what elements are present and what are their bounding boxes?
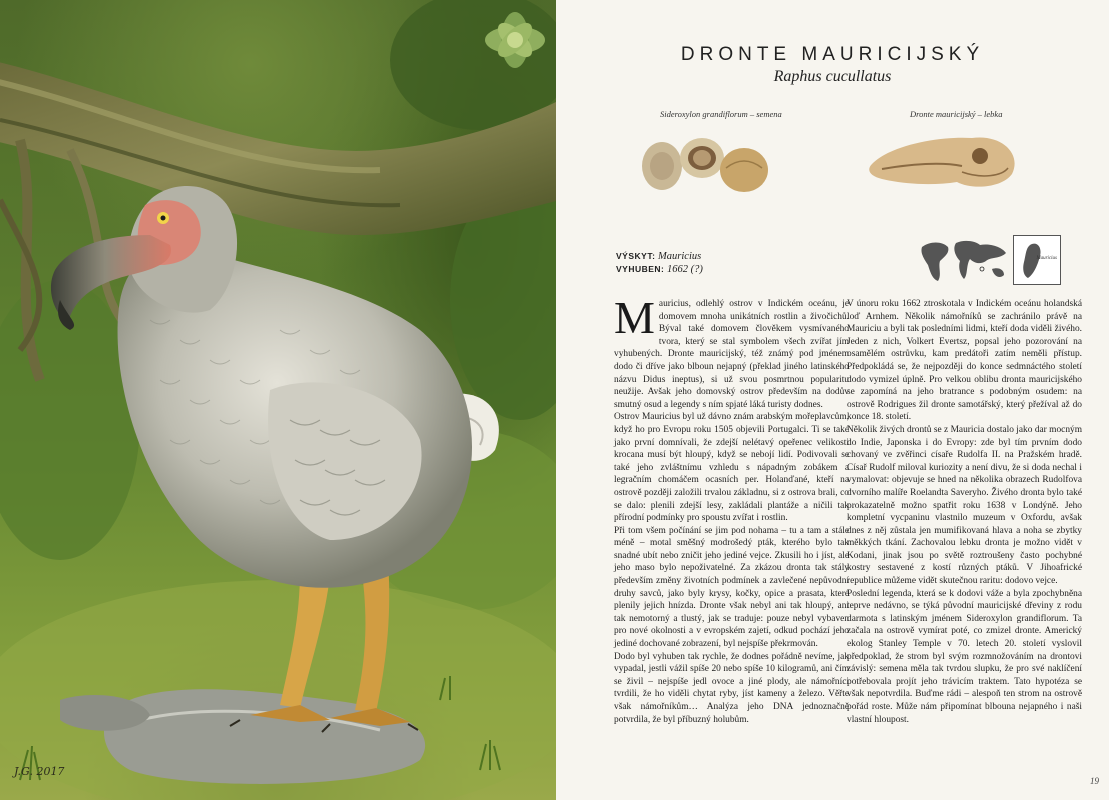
occurrence-value: Mauricius — [658, 251, 702, 262]
paragraph: Dodo byl vyhuben tak rychle, že dodnes pořádně nevíme, jak vypadal, jestli vážil spíše 20 nebo spíše 10 kilogramů, ani čím se živil – nejspíše jedl ovoce a jiné plody, ale námořníci tvrdili, že ho viděli chytat ryby, jíst kameny a železo. Věřte však námořníkům… Analýza jeho DNA jednoznačně potvrdila, že byl příbuzný holubům. — [614, 651, 849, 725]
paragraph: Mauricius, odlehlý ostrov v Indickém oceánu, je domovem mnoha unikátních rostlin a živočichů. Býval také domovem člověkem vysmívaného tvora, který se stal symbolem všech zvířat jím vyhubených. Dronte mauricijský, též známý pod jménem dodo či dříve jako blboun nejapný (překlad jiného latinského názvu Didus ineptus), si už svou posmrtnou popularitu neužije. Avšak jeho domovský ostrov především na dodův smutný osud a legendy s ním spjaté láká turisty dodnes. — [614, 292, 849, 410]
occurrence-label: VÝSKYT: — [616, 251, 656, 261]
skull-caption: Dronte mauricijský – lebka — [910, 109, 1003, 119]
mauritius-inset-map — [1013, 235, 1061, 285]
artist-signature: J.G. 2017 — [14, 765, 65, 778]
paragraph: V únoru roku 1662 ztroskotala v Indickém oceánu holandská loď Arnhem. Několik námořníků se zachránilo právě na Mauriciu a byli tak posledními lidmi, kteří doda viděli živého. Jeden z nich, Volkert Evertsz, popsal jeho pozorování na osamělém ostrůvku, kam predátoři zatím neměli přístup. Předpokládá se, že nejpozději do konce sedmnáctého století dodo vymizel úplně. Pro velkou oblibu dronta mauricijského se zapomíná na jeho bratrance s podobným osudem: na ostrově Rodrigues žil dronte samotářský, který přežíval až do konce 18. století. — [847, 299, 1082, 423]
paragraph: Několik živých drontů se z Mauricia dostalo jako dar mocným do Indie, Japonska i do Evropy: zde byl tím prvním dodo chovaný ve zvěřinci císaře Rudolfa II. na Pražském hradě. Císař Rudolf miloval kuriozity a není divu, že si doda nechal i vymalovat: objevuje se hned na několika obrazech Rudolfova dvorního malíře Roelandta Saveryho. Živého dronta bylo také prokazatelně možno spatřit roku 1638 v Londýně. Jeho kompletní vycpaninu vlastnilo muzeum v Oxfordu, avšak dnes z něj zůstala jen mumifikovaná hlava a noha se zbytky měkkých tkání. Zachovalou lebku dronta je možno vidět v Kodani, jinak jsou po světě roztroušeny často pochybné kostry sestavené z kostí různých ptáků. V Jihoafrické republice můžeme vidět skutečnou raritu: dodovo vejce. — [847, 424, 1082, 587]
facts-box — [616, 250, 703, 276]
paragraph: Poslední legenda, která se k dodovi váže a byla zpochybněna teprve nedávno, se týká původní mauricijské dřeviny z rodu darmota s latinským jménem Sideroxylon grandiflorum. Ta začala na ostrově vymírat poté, co zmizel dronte. Americký ekolog Stanley Temple v 70. letech 20. století vyslovil předpoklad, že strom byl svým rozmnožováním na drontovi závislý: semena měla tak tvrdou slupku, že pro své naklíčení potřebovala projít jeho trávicím traktem. Tato hypotéza se však nepotvrdila. Buďme rádi – alespoň ten strom na ostrově pořád roste. Může nám připomínat blbouna nejapného i naši vlastní hloupost. — [847, 588, 1082, 725]
seeds-caption: Sideroxylon grandiflorum – semena — [660, 109, 782, 119]
seeds-illustration — [640, 130, 770, 200]
paragraph: Ostrov Mauricius byl už dávno znám arabským mořeplavcům, když ho pro Evropu roku 1505 objevili Portugalci. Ti se také jako první domnívali, že zdejší nelétavý opeřenec velikosti krocana musí být hloupý, když se nebojí lidí. Podivovali se také jeho zvláštnímu vzhledu s nápadným zobákem a legračním chomáčem ocasních per. Holanďané, kteří na ostrově později založili trvalou základnu, si z ostrova brali, co se dalo: plenili zdejší lesy, zakládali plantáže a ničili tak přírodní podmínky pro spoustu zvířat i rostlin. — [614, 412, 849, 524]
text-column-left — [614, 292, 849, 726]
world-map — [920, 235, 1010, 285]
page-number: 19 — [1090, 776, 1099, 786]
latin-name: Raphus cucullatus — [773, 68, 892, 85]
text-page — [556, 0, 1109, 800]
paragraph: Při tom všem počínání se jim pod nohama – tu a tam a stále méně – motal směšný modrošedý pták, kterého bylo tak snadné ubít nebo zničit jeho jediné vejce. Zkusili ho i jíst, ale jeho maso bylo nepoživatelné. Za zkázou dronta tak stály především změny životních podmínek a zavlečené nepůvodní druhy savců, jako byly krysy, kočky, opice a prasata, které plenily jejich hnízda. Dronte však nebyl ani tak hloupý, ani tak nemotorný a tlustý, jak se traduje: pouze nebyl vybaven pro nové okolnosti a v evropském zajetí, odkud pochází jeho jediné dochované zobrazení, byl nejspíše překrmován. — [614, 525, 849, 650]
page-title: DRONTE MAURICIJSKÝ — [680, 44, 985, 65]
inset-map-label: Mauricius — [1036, 256, 1057, 261]
extinct-value: 1662 (?) — [667, 264, 703, 275]
drop-cap: M — [614, 292, 655, 343]
extinct-label: VYHUBEN: — [616, 264, 665, 274]
skull-illustration — [862, 124, 1022, 194]
text-column-right — [847, 298, 1082, 726]
